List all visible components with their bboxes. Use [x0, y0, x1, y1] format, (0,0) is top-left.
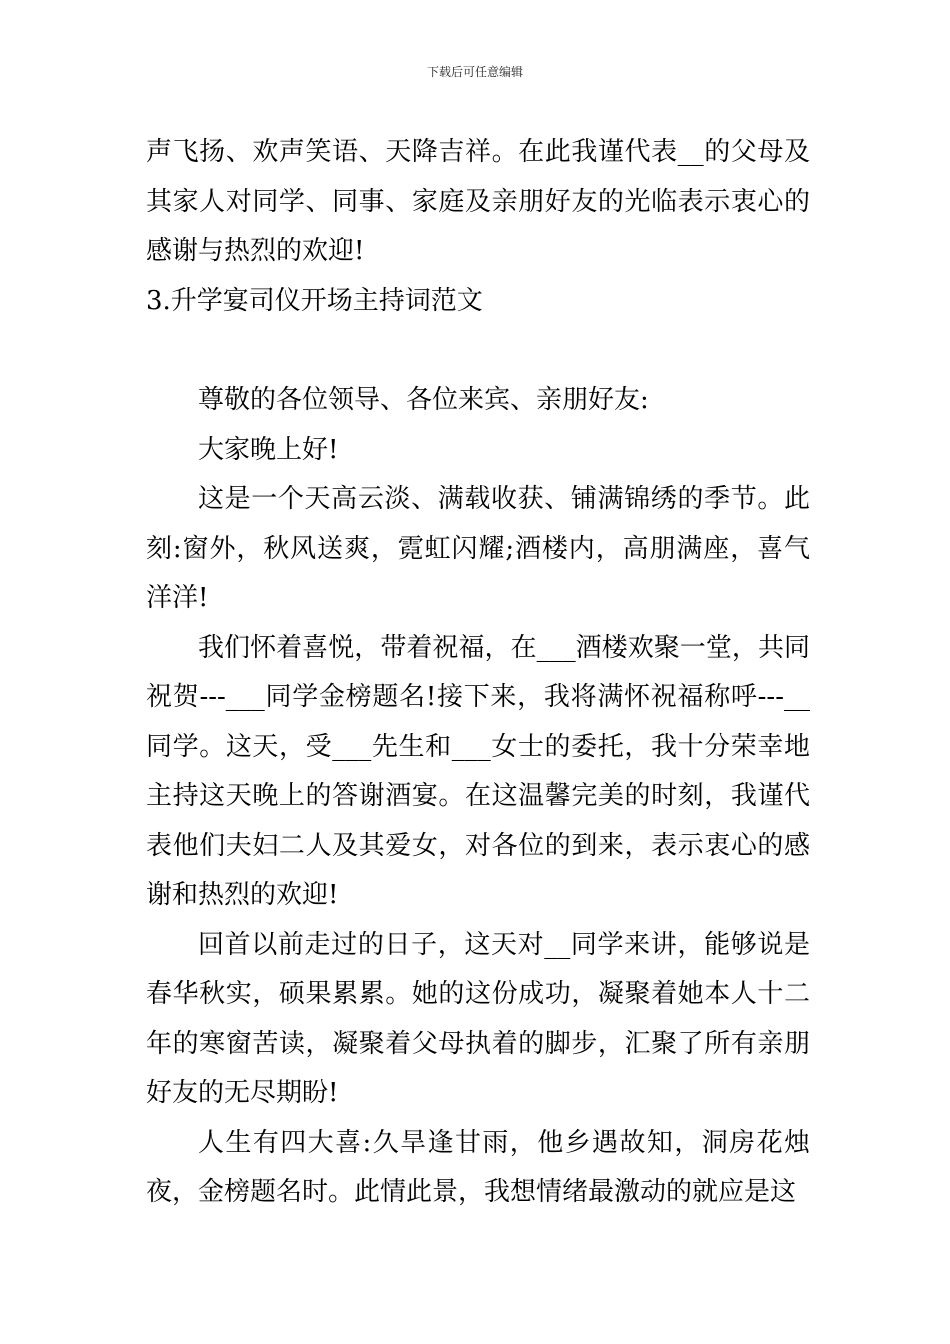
paragraph: 回首以前走过的日子，这天对__同学来讲，能够说是春华秋实，硕果累累。她的这份成功，凝聚着她本人十二年的寒窗苦读，凝聚着父母执着的脚步，汇聚了所有亲朋好友的无尽期盼! [146, 929, 810, 1108]
section-heading: 3.升学宴司仪开场主持词范文 [146, 285, 483, 316]
greeting: 大家晚上好! [198, 434, 339, 465]
blank-line [146, 326, 810, 376]
page-header: 下载后可任意编辑 [426, 65, 523, 79]
paragraph: 我们怀着喜悦，带着祝福，在___酒楼欢聚一堂，共同祝贺---___同学金榜题名!接下来，我将满怀祝福称呼---__同学。这天，受___先生和___女士的委托，我十分荣幸地主持这天晚上的答谢酒宴。在这温馨完美的时刻，我谨代表他们夫妇二人及其爱女，对各位的到来，表示衷心的感谢和热烈的欢迎! [146, 632, 810, 910]
paragraph: 人生有四大喜:久旱逢甘雨，他乡遇故知，洞房花烛夜，金榜题名时。此情此景，我想情绪最激动的就应是这 [146, 1127, 810, 1207]
salutation: 尊敬的各位领导、各位来宾、亲朋好友: [198, 385, 649, 415]
document-body [146, 128, 810, 1218]
paragraph-continued: 声飞扬、欢声笑语、天降吉祥。在此我谨代表__的父母及其家人对同学、同事、家庭及亲朋好友的光临表示衷心的感谢与热烈的欢迎! [146, 137, 810, 266]
paragraph: 这是一个天高云淡、满载收获、铺满锦绣的季节。此刻:窗外，秋风送爽，霓虹闪耀;酒楼内，高朋满座，喜气洋洋! [146, 484, 810, 613]
